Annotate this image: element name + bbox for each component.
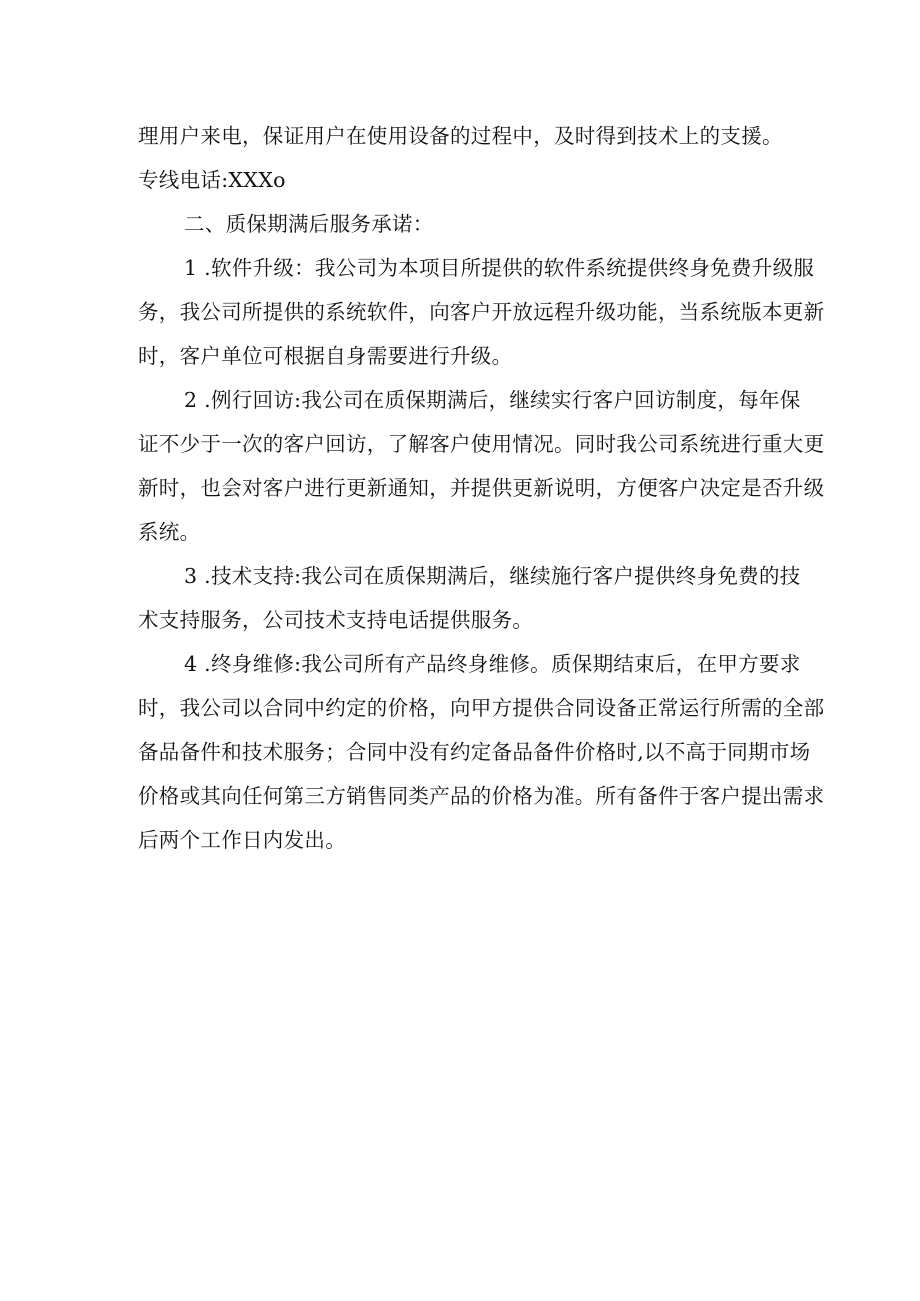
- paragraph-routine-visit: [138, 378, 825, 554]
- paragraph-support-continued: [138, 114, 783, 158]
- text-line: 证不少于一次的客户回访，了解客户使用情况。同时我公司系统进行重大更: [138, 432, 825, 456]
- text-line: 理用户来电，保证用户在使用设备的过程中，及时得到技术上的支援。: [138, 124, 783, 148]
- text-line: 2 .例行回访:我公司在质保期满后，继续实行客户回访制度，每年保: [184, 388, 801, 412]
- text-line: 4 .终身维修:我公司所有产品终身维修。质保期结束后，在甲方要求: [184, 652, 801, 676]
- paragraph-software-upgrade: [138, 246, 825, 378]
- paragraph-lifetime-repair: [138, 642, 825, 862]
- text-line: 二、质保期满后服务承诺：: [184, 212, 434, 236]
- text-line: 务，我公司所提供的系统软件，向客户开放远程升级功能，当系统版本更新: [138, 300, 825, 324]
- text-line: 新时，也会对客户进行更新通知，并提供更新说明，方便客户决定是否升级: [138, 476, 825, 500]
- paragraph-technical-support: [138, 554, 801, 642]
- text-line: 3 .技术支持:我公司在质保期满后，继续施行客户提供终身免费的技: [184, 564, 801, 588]
- text-line: 价格或其向任何第三方销售同类产品的价格为准。所有备件于客户提出需求: [138, 784, 825, 808]
- text-line: 1 .软件升级：我公司为本项目所提供的软件系统提供终身免费升级服: [184, 256, 815, 280]
- text-line: 系统。: [138, 520, 201, 544]
- paragraph-hotline: [138, 158, 783, 202]
- section-heading: [138, 202, 783, 246]
- text-line: 后两个工作日内发出。: [138, 828, 346, 852]
- text-line: 术支持服务，公司技术支持电话提供服务。: [138, 608, 534, 632]
- text-line: 时，我公司以合同中约定的价格，向甲方提供合同设备正常运行所需的全部: [138, 696, 825, 720]
- text-line: 专线电话:XXXo: [138, 168, 286, 192]
- document-body: [138, 114, 825, 862]
- text-line: 时，客户单位可根据自身需要进行升级。: [138, 344, 513, 368]
- text-line: 备品备件和技术服务；合同中没有约定备品备件价格时,以不高于同期市场: [138, 740, 811, 764]
